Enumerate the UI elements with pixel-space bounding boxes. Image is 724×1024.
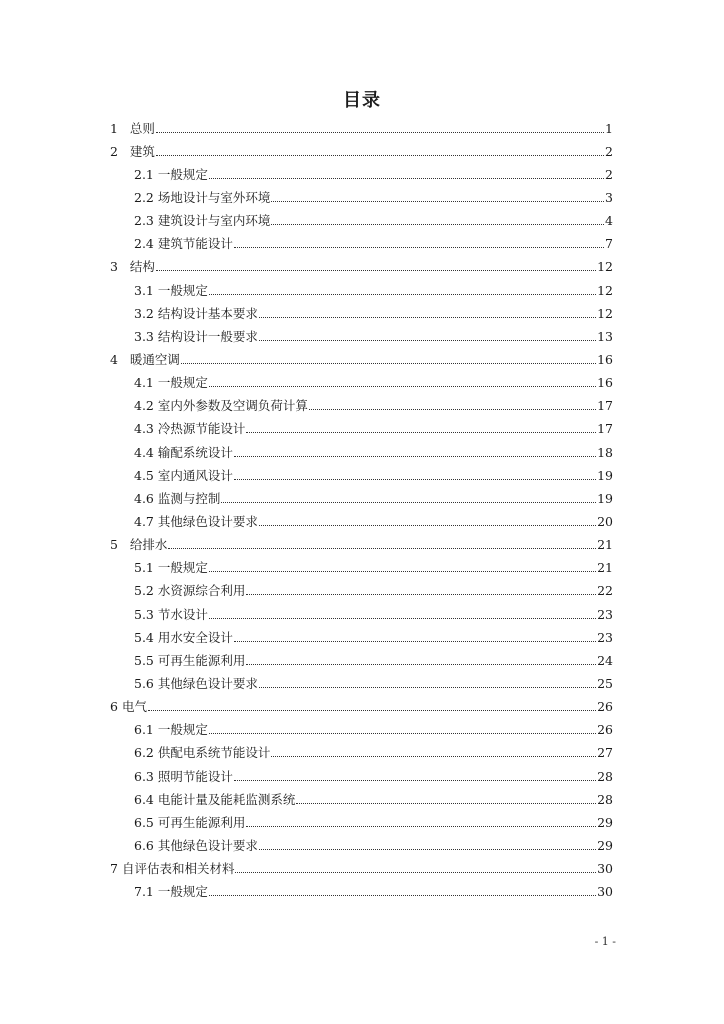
toc-list <box>0 116 724 903</box>
toc-entry[interactable] <box>0 232 724 255</box>
toc-entry[interactable] <box>0 116 724 139</box>
toc-entry-number: 5 <box>110 537 130 553</box>
toc-dot-leader <box>234 247 604 248</box>
toc-entry[interactable] <box>0 764 724 787</box>
toc-entry-page-number: 19 <box>597 490 613 506</box>
toc-entry-line <box>110 697 613 715</box>
toc-entry-label: 暖通空调 <box>129 351 180 367</box>
toc-entry-label: 5.2 水资源综合利用 <box>134 583 246 599</box>
toc-entry-line <box>134 211 613 229</box>
toc-dot-leader <box>259 317 596 318</box>
toc-entry[interactable] <box>0 857 724 880</box>
toc-entry-label: 5.3 节水设计 <box>134 606 208 622</box>
toc-dot-leader <box>259 849 596 850</box>
toc-entry[interactable] <box>0 509 724 532</box>
toc-entry-page-number: 27 <box>597 745 613 761</box>
toc-dot-leader <box>209 178 604 179</box>
toc-entry-page-number: 21 <box>597 537 613 553</box>
toc-entry-label: 2.3 建筑设计与室内环境 <box>134 213 271 229</box>
toc-entry-page-number: 29 <box>597 814 613 830</box>
toc-dot-leader <box>209 386 596 387</box>
toc-entry-line <box>134 674 613 692</box>
toc-entry-line <box>134 581 613 599</box>
toc-entry-line <box>134 281 613 299</box>
toc-entry-page-number: 16 <box>597 351 613 367</box>
toc-entry[interactable] <box>0 394 724 417</box>
toc-entry[interactable] <box>0 579 724 602</box>
toc-dot-leader <box>271 756 596 757</box>
toc-entry[interactable] <box>0 209 724 232</box>
toc-entry-label: 7.1 一般规定 <box>134 884 208 900</box>
toc-entry-label: 4.7 其他绿色设计要求 <box>134 513 258 529</box>
toc-entry-line <box>110 859 613 877</box>
toc-dot-leader <box>156 270 596 271</box>
toc-dot-leader <box>259 340 596 341</box>
toc-entry-page-number: 2 <box>605 143 613 159</box>
toc-title: 目录 <box>343 90 381 111</box>
toc-dot-leader <box>246 594 596 595</box>
toc-dot-leader <box>209 618 596 619</box>
toc-entry-page-number: 30 <box>597 861 613 877</box>
toc-entry-label: 3.3 结构设计一般要求 <box>134 328 258 344</box>
toc-entry-line <box>134 628 613 646</box>
toc-entry-label: 4.6 监测与控制 <box>134 490 221 506</box>
toc-entry-label: 6.5 可再生能源利用 <box>134 814 246 830</box>
toc-entry-label: 4.5 室内通风设计 <box>134 467 233 483</box>
toc-entry[interactable] <box>0 463 724 486</box>
toc-dot-leader <box>271 201 604 202</box>
toc-entry-line <box>134 373 613 391</box>
toc-entry-label: 6.6 其他绿色设计要求 <box>134 837 258 853</box>
toc-entry[interactable] <box>0 162 724 185</box>
toc-entry[interactable] <box>0 185 724 208</box>
toc-dot-leader <box>259 525 596 526</box>
toc-dot-leader <box>156 132 604 133</box>
toc-entry-page-number: 23 <box>597 606 613 622</box>
toc-entry-label: 结构 <box>129 259 155 275</box>
toc-entry-label: 给排水 <box>129 537 168 553</box>
toc-entry-label: 3.1 一般规定 <box>134 282 208 298</box>
toc-entry[interactable] <box>0 139 724 162</box>
toc-entry[interactable] <box>0 278 724 301</box>
toc-dot-leader <box>209 571 596 572</box>
toc-entry-label: 5.1 一般规定 <box>134 560 208 576</box>
page-number-footer: - 1 - <box>594 935 616 948</box>
toc-entry-page-number: 12 <box>597 282 613 298</box>
toc-dot-leader <box>221 502 596 503</box>
toc-entry-line <box>110 119 613 137</box>
toc-entry-label: 6.3 照明节能设计 <box>134 768 233 784</box>
toc-entry-line <box>134 790 613 808</box>
toc-entry-number: 7 <box>110 861 122 877</box>
toc-entry-page-number: 18 <box>597 444 613 460</box>
toc-entry-label: 电气 <box>121 699 147 715</box>
toc-dot-leader <box>259 687 596 688</box>
toc-entry[interactable] <box>0 301 724 324</box>
toc-dot-leader <box>156 155 604 156</box>
toc-entry-line <box>134 720 613 738</box>
toc-entry-line <box>110 535 613 553</box>
toc-entry-line <box>134 165 613 183</box>
toc-entry-line <box>134 558 613 576</box>
toc-entry-number: 3 <box>110 259 130 275</box>
toc-entry-line <box>134 327 613 345</box>
toc-entry-label: 5.4 用水安全设计 <box>134 629 233 645</box>
toc-entry-label: 2.2 场地设计与室外环境 <box>134 189 271 205</box>
toc-entry-line <box>134 605 613 623</box>
toc-entry-page-number: 19 <box>597 467 613 483</box>
toc-entry[interactable] <box>0 625 724 648</box>
toc-entry-label: 4.1 一般规定 <box>134 375 208 391</box>
toc-entry-page-number: 21 <box>597 560 613 576</box>
toc-entry-line <box>134 882 613 900</box>
toc-entry-line <box>134 234 613 252</box>
toc-entry-line <box>134 836 613 854</box>
toc-entry-label: 6.1 一般规定 <box>134 722 208 738</box>
toc-entry-line <box>110 257 613 275</box>
toc-entry-page-number: 26 <box>597 699 613 715</box>
toc-dot-leader <box>209 294 596 295</box>
toc-entry-page-number: 23 <box>597 629 613 645</box>
toc-entry-page-number: 13 <box>597 328 613 344</box>
toc-entry-label: 2.4 建筑节能设计 <box>134 236 233 252</box>
toc-dot-leader <box>246 826 596 827</box>
toc-entry-label: 5.6 其他绿色设计要求 <box>134 675 258 691</box>
toc-dot-leader <box>246 664 596 665</box>
toc-dot-leader <box>234 641 596 642</box>
toc-entry[interactable] <box>0 695 724 718</box>
toc-dot-leader <box>148 710 596 711</box>
toc-entry-page-number: 2 <box>605 166 613 182</box>
toc-entry[interactable] <box>0 741 724 764</box>
toc-entry-line <box>134 767 613 785</box>
toc-entry[interactable] <box>0 347 724 370</box>
toc-dot-leader <box>271 224 604 225</box>
toc-entry[interactable] <box>0 556 724 579</box>
toc-entry-label: 6.2 供配电系统节能设计 <box>134 745 271 761</box>
toc-entry-page-number: 17 <box>597 421 613 437</box>
toc-entry-page-number: 30 <box>597 884 613 900</box>
toc-entry-page-number: 12 <box>597 305 613 321</box>
toc-dot-leader <box>209 733 596 734</box>
toc-dot-leader <box>309 409 596 410</box>
toc-entry-line <box>110 142 613 160</box>
toc-dot-leader <box>181 363 596 364</box>
toc-entry-line <box>134 466 613 484</box>
toc-entry[interactable] <box>0 324 724 347</box>
toc-entry-page-number: 26 <box>597 722 613 738</box>
toc-entry[interactable] <box>0 255 724 278</box>
toc-entry-page-number: 12 <box>597 259 613 275</box>
toc-entry-line <box>134 304 613 322</box>
toc-entry-page-number: 25 <box>597 675 613 691</box>
toc-entry-line <box>134 419 613 437</box>
toc-entry[interactable] <box>0 486 724 509</box>
toc-entry-line <box>134 813 613 831</box>
toc-entry-number: 2 <box>110 143 130 159</box>
toc-entry-label: 自评估表和相关材料 <box>121 861 235 877</box>
toc-entry-page-number: 3 <box>605 189 613 205</box>
toc-entry[interactable] <box>0 371 724 394</box>
toc-entry[interactable] <box>0 671 724 694</box>
toc-entry[interactable] <box>0 417 724 440</box>
toc-entry-page-number: 28 <box>597 768 613 784</box>
toc-entry-page-number: 22 <box>597 583 613 599</box>
toc-entry-page-number: 1 <box>605 120 613 136</box>
toc-entry-label: 4.2 室内外参数及空调负荷计算 <box>134 398 308 414</box>
toc-entry[interactable] <box>0 440 724 463</box>
toc-entry-line <box>134 396 613 414</box>
toc-entry-line <box>110 350 613 368</box>
toc-entry-line <box>134 512 613 530</box>
toc-entry[interactable] <box>0 787 724 810</box>
toc-entry-label: 4.4 输配系统设计 <box>134 444 233 460</box>
toc-dot-leader <box>209 895 596 896</box>
toc-entry-number: 6 <box>110 699 122 715</box>
toc-entry-page-number: 7 <box>605 236 613 252</box>
toc-entry-line <box>134 443 613 461</box>
toc-entry-line <box>134 743 613 761</box>
toc-dot-leader <box>235 872 596 873</box>
toc-entry[interactable] <box>0 648 724 671</box>
toc-entry[interactable] <box>0 833 724 856</box>
toc-entry-line <box>134 489 613 507</box>
toc-entry[interactable] <box>0 880 724 903</box>
toc-entry-page-number: 29 <box>597 837 613 853</box>
toc-entry-label: 5.5 可再生能源利用 <box>134 652 246 668</box>
toc-entry-label: 4.3 冷热源节能设计 <box>134 421 246 437</box>
toc-entry[interactable] <box>0 602 724 625</box>
toc-entry-page-number: 4 <box>605 213 613 229</box>
toc-entry-page-number: 28 <box>597 791 613 807</box>
toc-dot-leader <box>246 432 596 433</box>
toc-entry-label: 2.1 一般规定 <box>134 166 208 182</box>
toc-dot-leader <box>296 803 596 804</box>
toc-dot-leader <box>234 479 596 480</box>
toc-entry[interactable] <box>0 533 724 556</box>
toc-entry-label: 6.4 电能计量及能耗监测系统 <box>134 791 296 807</box>
toc-entry-number: 4 <box>110 351 130 367</box>
toc-entry-label: 建筑 <box>129 143 155 159</box>
toc-dot-leader <box>234 456 596 457</box>
toc-entry-line <box>134 651 613 669</box>
toc-entry-page-number: 16 <box>597 375 613 391</box>
toc-entry-number: 1 <box>110 120 130 136</box>
toc-entry[interactable] <box>0 718 724 741</box>
toc-entry-page-number: 24 <box>597 652 613 668</box>
toc-entry[interactable] <box>0 810 724 833</box>
toc-entry-label: 总则 <box>129 120 155 136</box>
toc-entry-label: 3.2 结构设计基本要求 <box>134 305 258 321</box>
toc-dot-leader <box>234 780 596 781</box>
toc-entry-line <box>134 188 613 206</box>
toc-entry-page-number: 17 <box>597 398 613 414</box>
toc-dot-leader <box>168 548 596 549</box>
toc-entry-page-number: 20 <box>597 513 613 529</box>
